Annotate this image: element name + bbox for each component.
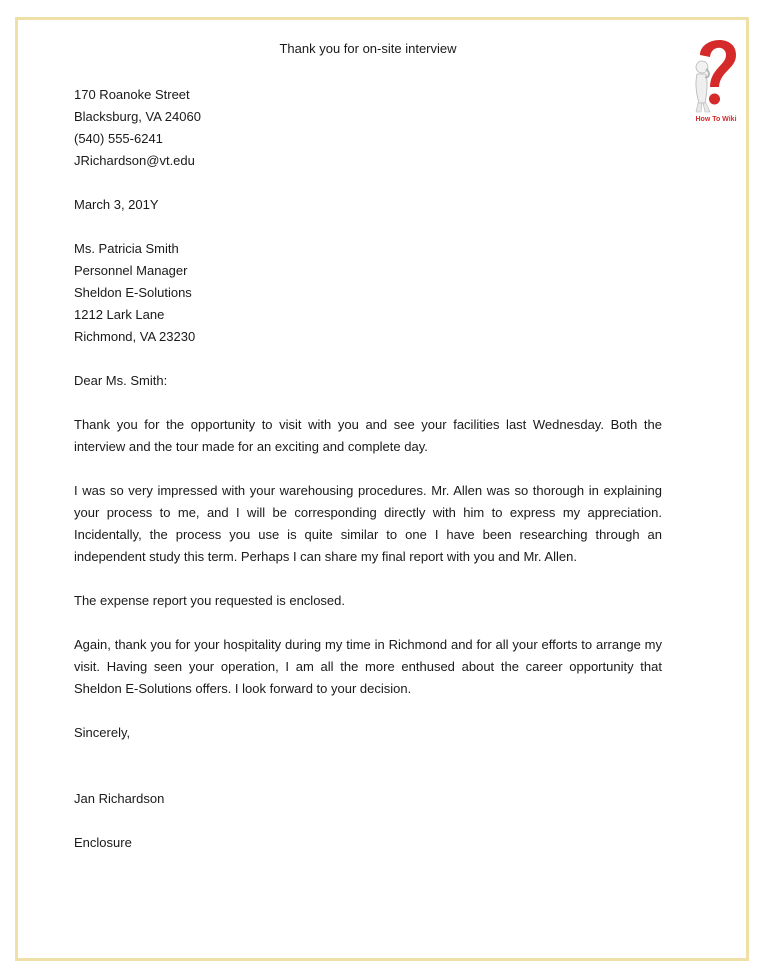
letter-date: March 3, 201Y	[74, 197, 159, 212]
closing: Sincerely,	[74, 725, 131, 740]
enclosure: Enclosure	[74, 835, 132, 850]
recipient-street: 1212 Lark Lane	[74, 307, 165, 322]
body-paragraph: The expense report you requested is enclosed.	[74, 593, 346, 608]
letter-body	[74, 84, 662, 854]
body-paragraph: I was so very impressed with your warehousing procedures. Mr. Allen was so thorough in explaining your process to me, and I will be corresponding directly with him to express my appreciation. Incidentally, the process you use is quite similar to one I have been researching through an independent study this term. Perhaps I can share my final report with you and Mr. Allen.	[74, 483, 662, 564]
document-title: Thank you for on-site interview	[279, 41, 457, 56]
logo	[686, 33, 746, 128]
sender-street: 170 Roanoke Street	[74, 87, 190, 102]
body-paragraph: Again, thank you for your hospitality during my time in Richmond and for all your efforts to arrange my visit. Having seen your operation, I am all the more enthused about the career opportunity that Sheldon E-Solutions offers. I look forward to your decision.	[74, 637, 662, 696]
recipient-city: Richmond, VA 23230	[74, 329, 196, 344]
body-paragraph: Thank you for the opportunity to visit with you and see your facilities last Wednesday. Both the interview and the tour made for an exciting and complete day.	[74, 417, 662, 454]
question-mark-figure-icon	[686, 33, 746, 118]
sender-phone: (540) 555-6241	[74, 131, 163, 146]
sender-email: JRichardson@vt.edu	[74, 153, 195, 168]
recipient-position: Personnel Manager	[74, 263, 188, 278]
logo-text: How To Wiki	[695, 116, 737, 123]
recipient-company: Sheldon E-Solutions	[74, 285, 192, 300]
sender-city: Blacksburg, VA 24060	[74, 109, 201, 124]
recipient-name: Ms. Patricia Smith	[74, 241, 179, 256]
salutation: Dear Ms. Smith:	[74, 373, 168, 388]
signature: Jan Richardson	[74, 791, 165, 806]
